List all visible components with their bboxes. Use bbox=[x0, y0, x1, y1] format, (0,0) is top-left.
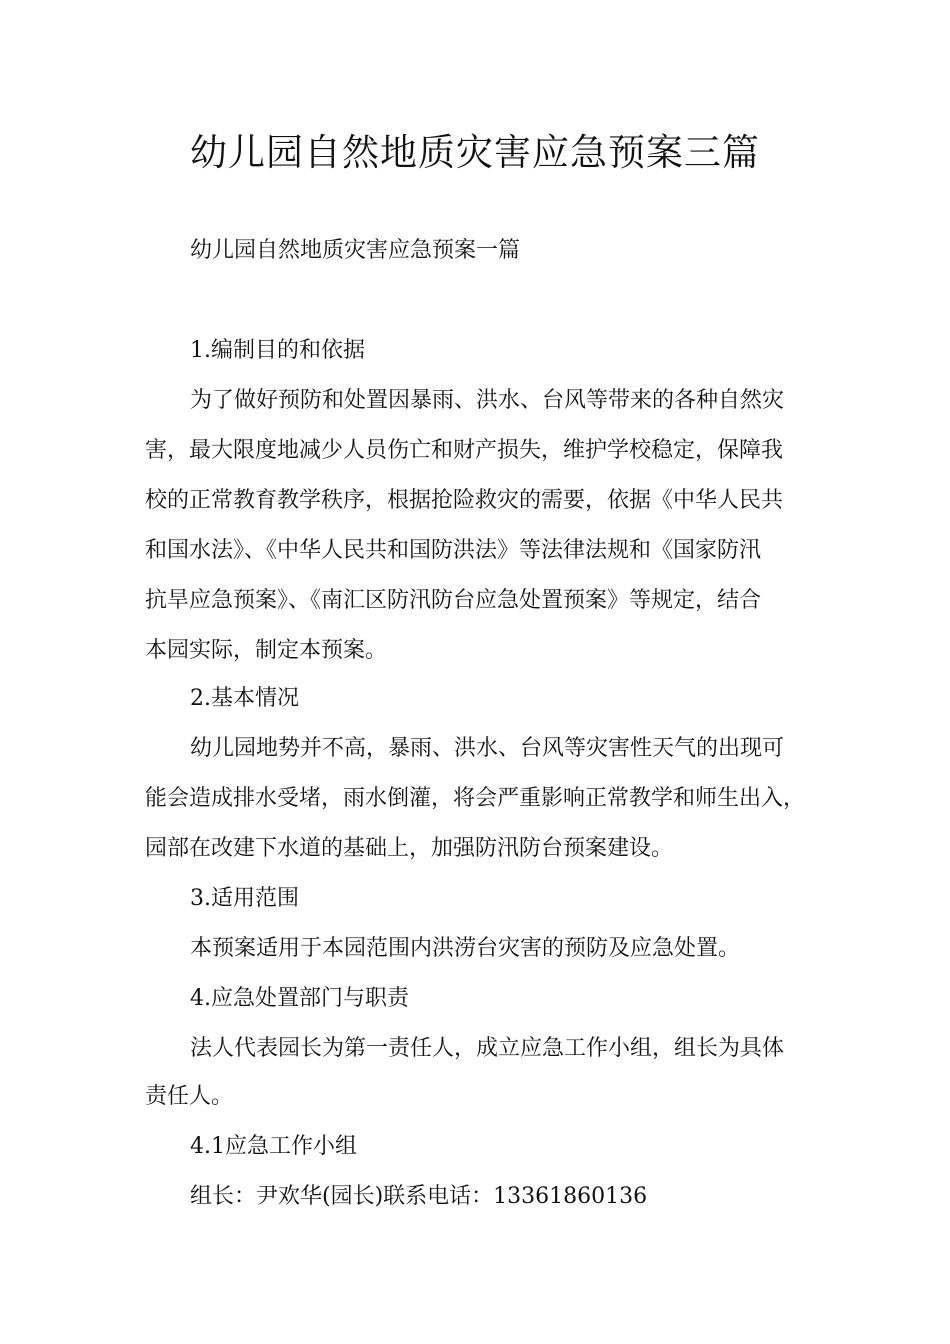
paragraph-line: 和国水法》、《中华人民共和国防洪法》等法律法规和《国家防汛 bbox=[145, 538, 762, 563]
paragraph-line: 校的正常教育教学秩序，根据抢险救灾的需要，依据《中华人民共 bbox=[145, 488, 784, 513]
paragraph-line: 抗旱应急预案》、《南汇区防汛防台应急处置预案》等规定，结合 bbox=[145, 588, 762, 613]
section-heading-4: 4.应急处置部门与职责 bbox=[190, 986, 409, 1011]
document-title: 幼儿园自然地质灾害应急预案三篇 bbox=[190, 131, 760, 174]
paragraph-line: 害，最大限度地减少人员伤亡和财产损失，维护学校稳定，保障我 bbox=[145, 438, 784, 463]
paragraph-line: 幼儿园地势并不高，暴雨、洪水、台风等灾害性天气的出现可 bbox=[190, 736, 785, 761]
document-subtitle: 幼儿园自然地质灾害应急预案一篇 bbox=[190, 238, 521, 263]
paragraph-line: 为了做好预防和处置因暴雨、洪水、台风等带来的各种自然灾 bbox=[190, 388, 785, 413]
section-heading-1: 1.编制目的和依据 bbox=[190, 338, 365, 363]
paragraph-line: 组长：尹欢华(园长)联系电话：13361860136 bbox=[190, 1184, 648, 1209]
section-heading-2: 2.基本情况 bbox=[190, 686, 299, 711]
paragraph-line: 法人代表园长为第一责任人，成立应急工作小组，组长为具体 bbox=[190, 1036, 785, 1061]
section-heading-3: 3.适用范围 bbox=[190, 886, 299, 911]
paragraph-line: 能会造成排水受堵，雨水倒灌，将会严重影响正常教学和师生出入， bbox=[145, 786, 806, 811]
paragraph-line: 本预案适用于本园范围内洪涝台灾害的预防及应急处置。 bbox=[190, 936, 741, 961]
paragraph-line: 园部在改建下水道的基础上，加强防汛防台预案建设。 bbox=[145, 836, 674, 861]
paragraph-line: 本园实际，制定本预案。 bbox=[145, 638, 388, 663]
paragraph-line: 责任人。 bbox=[145, 1084, 234, 1109]
section-heading-4-1: 4.1应急工作小组 bbox=[190, 1134, 357, 1159]
